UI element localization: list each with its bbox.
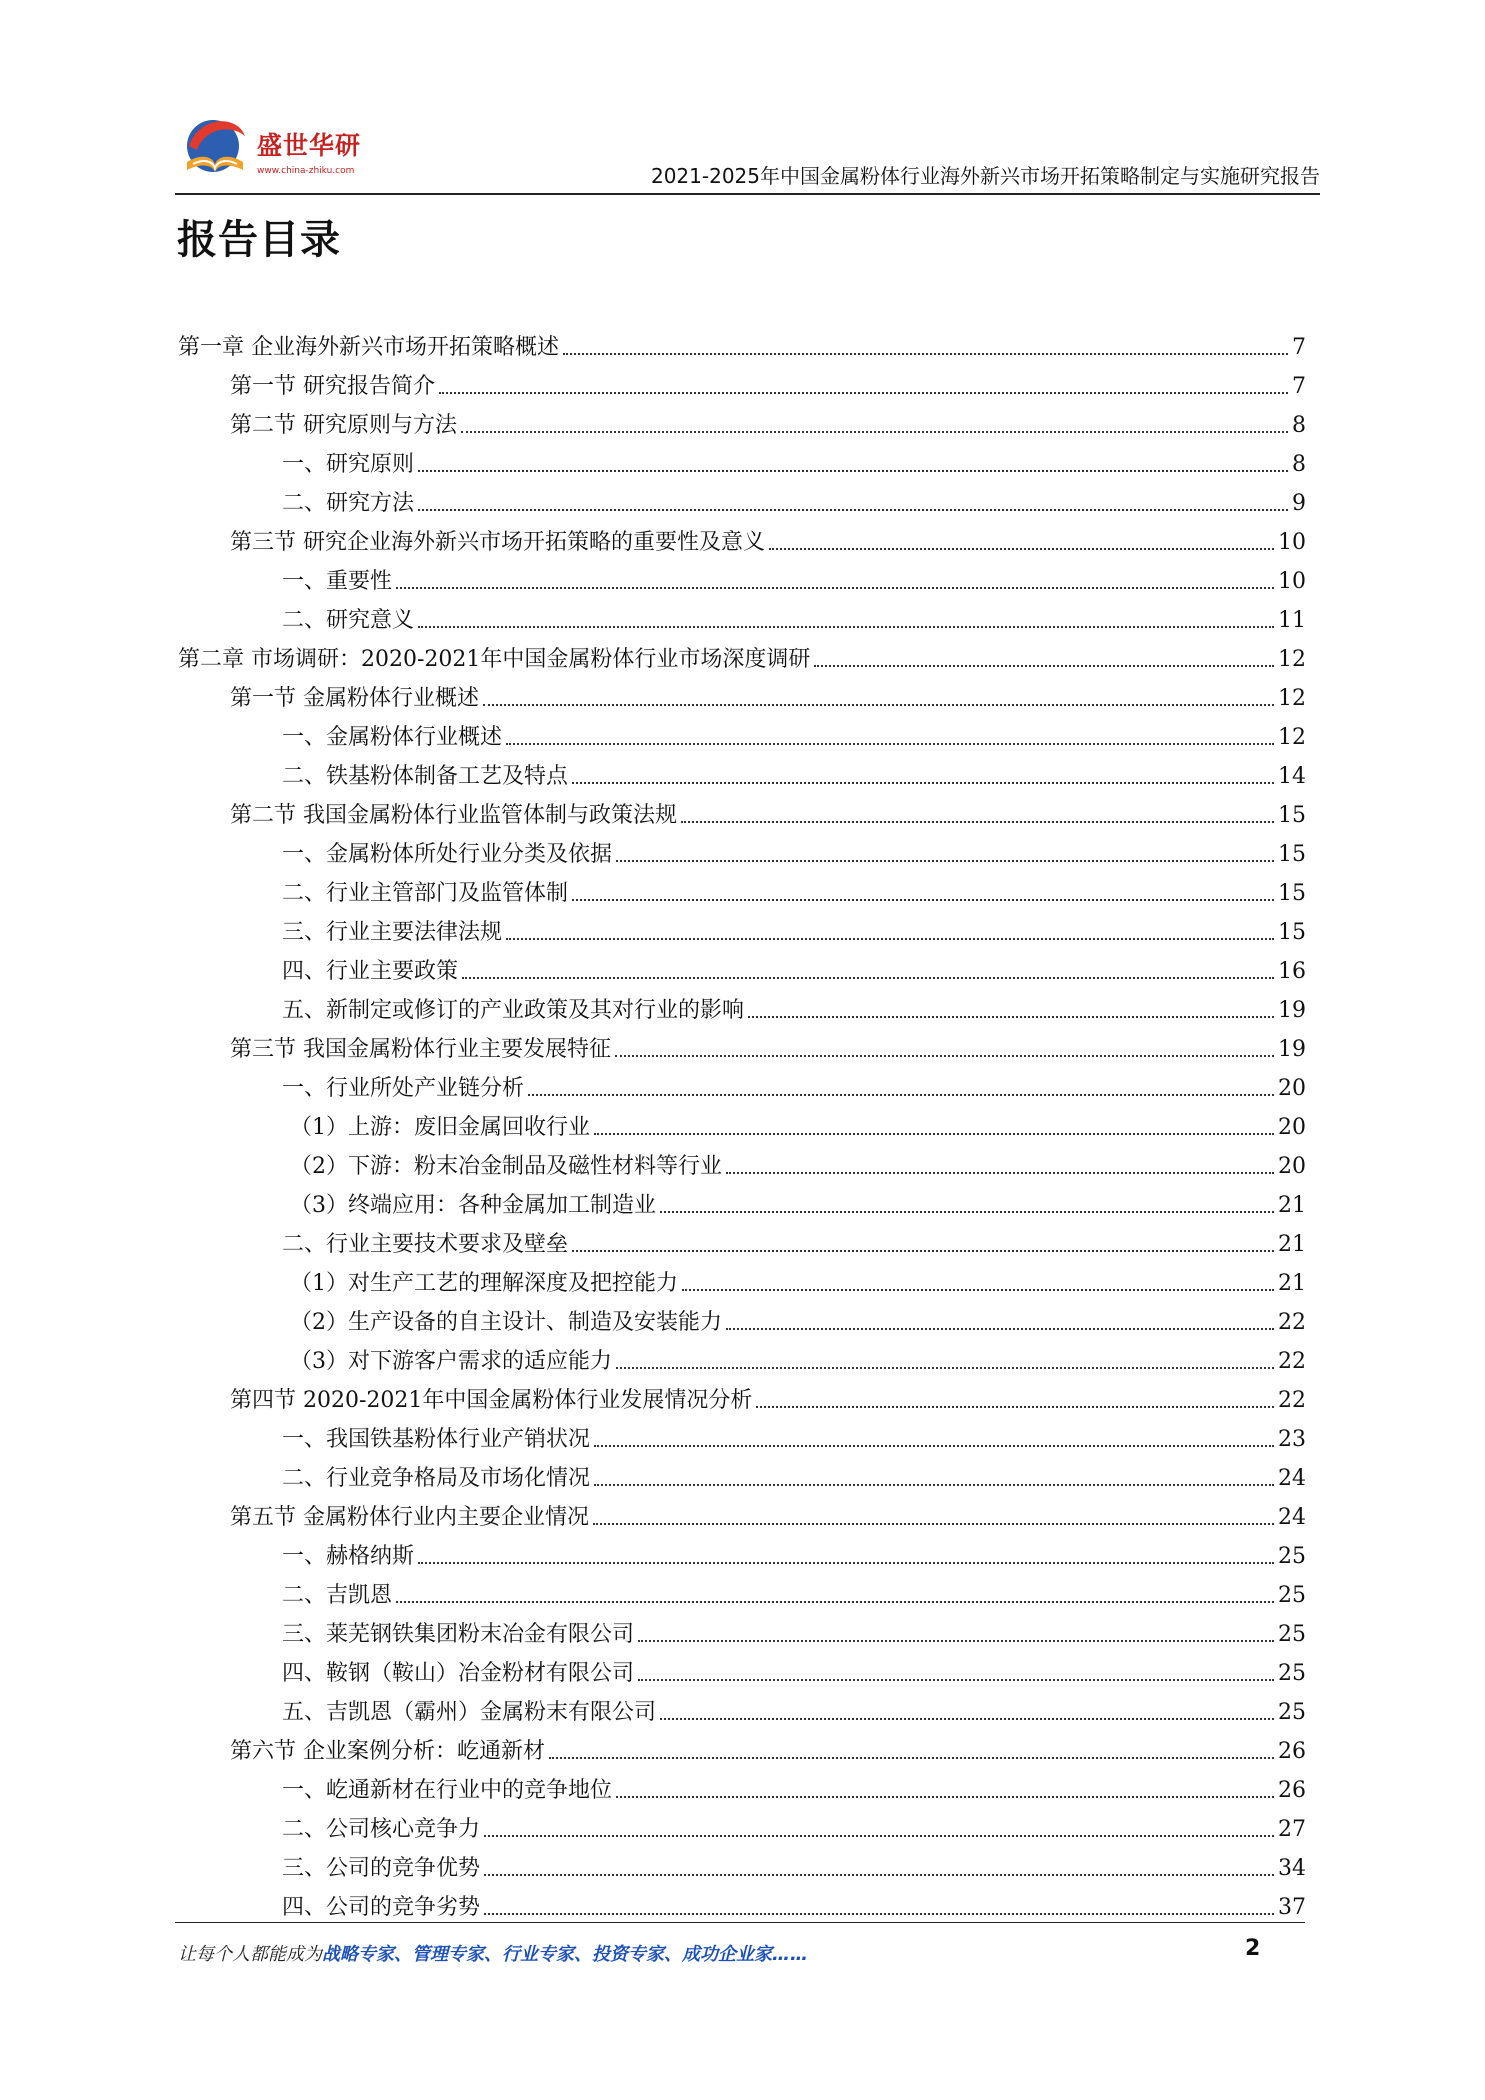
toc-entry-label: 一、金属粉体行业概述 [282,725,503,750]
toc-entry-page: 20 [1278,1076,1306,1101]
header-divider [175,193,1320,195]
toc-entry[interactable] [178,1805,1306,1844]
toc-leader-dots [726,1171,1274,1174]
toc-leader-dots [563,352,1288,355]
toc-entry-page: 19 [1278,998,1306,1023]
toc-leader-dots [484,1873,1274,1876]
toc-entry-label: 第四节 2020-2021年中国金属粉体行业发展情况分析 [230,1388,753,1413]
toc-entry-page: 23 [1278,1427,1306,1452]
toc-entry[interactable] [178,1688,1306,1727]
toc-entry[interactable] [178,1220,1306,1259]
toc-entry-label: 第六节 企业案例分析：屹通新材 [230,1739,545,1764]
toc-entry-page: 15 [1278,803,1306,828]
toc-entry-page: 21 [1278,1271,1306,1296]
toc-entry-label: （1）对生产工艺的理解深度及把控能力 [290,1271,678,1296]
page-number: 2 [1245,1936,1261,1961]
toc-entry[interactable] [178,557,1306,596]
page-title: 报告目录 [177,217,341,263]
toc-entry[interactable] [178,947,1306,986]
toc-leader-dots [418,625,1274,628]
toc-entry-label: 第二节 我国金属粉体行业监管体制与政策法规 [230,803,677,828]
toc-entry-label: 五、吉凯恩（霸州）金属粉末有限公司 [282,1700,657,1725]
logo-emblem-icon [175,106,255,186]
toc-entry-page: 21 [1278,1193,1306,1218]
toc-leader-dots [594,1483,1274,1486]
toc-entry-page: 7 [1292,374,1306,399]
toc-leader-dots [593,1522,1274,1525]
toc-entry[interactable] [178,1649,1306,1688]
toc-entry-label: 第三节 研究企业海外新兴市场开拓策略的重要性及意义 [230,530,765,555]
toc-entry[interactable] [178,518,1306,557]
toc-entry[interactable] [178,1259,1306,1298]
toc-leader-dots [638,1678,1274,1681]
toc-entry-page: 26 [1278,1778,1306,1803]
toc-entry[interactable] [178,1883,1306,1922]
toc-leader-dots [396,586,1274,589]
toc-entry[interactable] [178,1493,1306,1532]
toc-leader-dots [682,1288,1274,1291]
toc-entry-page: 25 [1278,1544,1306,1569]
toc-entry-label: 第三节 我国金属粉体行业主要发展特征 [230,1037,611,1062]
toc-entry[interactable] [178,1103,1306,1142]
toc-entry-label: 二、行业竞争格局及市场化情况 [282,1466,591,1491]
toc-entry-page: 10 [1278,569,1306,594]
toc-entry[interactable] [178,752,1306,791]
toc-leader-dots [418,1561,1274,1564]
toc-entry-page: 8 [1292,413,1306,438]
toc-entry[interactable] [178,674,1306,713]
logo-name: 盛世华研 [257,131,362,160]
toc-entry-label: （2）下游：粉末冶金制品及磁性材料等行业 [290,1154,722,1179]
toc-entry-page: 34 [1278,1856,1306,1881]
report-title: 2021-2025年中国金属粉体行业海外新兴市场开拓策略制定与实施研究报告 [650,164,1320,188]
toc-leader-dots [660,1210,1274,1213]
toc-entry[interactable] [178,713,1306,752]
toc-entry-label: 第一章 企业海外新兴市场开拓策略概述 [178,335,559,360]
toc-entry[interactable] [178,1376,1306,1415]
toc-entry[interactable] [178,1571,1306,1610]
toc-leader-dots [660,1717,1274,1720]
toc-entry[interactable] [178,1532,1306,1571]
toc-entry-page: 12 [1278,647,1306,672]
toc-leader-dots [594,1132,1274,1135]
toc-entry-label: 第五节 金属粉体行业内主要企业情况 [230,1505,589,1530]
toc-entry-label: 二、研究方法 [282,491,415,516]
toc-entry-label: （1）上游：废旧金属回收行业 [290,1115,590,1140]
toc-entry-page: 22 [1278,1349,1306,1374]
footer-slogan-highlight: 战略专家、管理专家、行业专家、投资专家、成功企业家…… [322,1944,808,1965]
toc-entry-page: 10 [1278,530,1306,555]
toc-entry[interactable] [178,596,1306,635]
toc-entry-label: 第二节 研究原则与方法 [230,413,457,438]
toc-leader-dots [616,859,1274,862]
toc-entry-page: 19 [1278,1037,1306,1062]
toc-entry[interactable] [178,323,1306,362]
toc-entry-page: 25 [1278,1661,1306,1686]
toc-entry-label: 四、行业主要政策 [282,959,459,984]
toc-leader-dots [616,1366,1274,1369]
page-header [175,100,1320,200]
toc-entry[interactable] [178,635,1306,674]
toc-leader-dots [572,781,1274,784]
toc-entry-page: 12 [1278,686,1306,711]
toc-entry-label: 三、行业主要法律法规 [282,920,503,945]
toc-entry-page: 25 [1278,1583,1306,1608]
toc-entry[interactable] [178,1415,1306,1454]
toc-entry-label: 一、我国铁基粉体行业产销状况 [282,1427,591,1452]
toc-entry-label: （2）生产设备的自主设计、制造及安装能力 [290,1310,722,1335]
toc-entry[interactable] [178,1766,1306,1805]
toc-entry-label: （3）终端应用：各种金属加工制造业 [290,1193,656,1218]
toc-entry-page: 8 [1292,452,1306,477]
toc-entry[interactable] [178,362,1306,401]
footer-slogan-prefix: 让每个人都能成为 [178,1944,322,1965]
toc-leader-dots [484,1834,1274,1837]
toc-entry[interactable] [178,1454,1306,1493]
toc-entry-page: 12 [1278,725,1306,750]
toc-entry[interactable] [178,1610,1306,1649]
toc-entry[interactable] [178,986,1306,1025]
toc-entry-label: 第一节 金属粉体行业概述 [230,686,479,711]
toc-entry[interactable] [178,1844,1306,1883]
toc-entry-label: 五、新制定或修订的产业政策及其对行业的影响 [282,998,745,1023]
toc-entry-label: 一、赫格纳斯 [282,1544,415,1569]
toc-entry[interactable] [178,479,1306,518]
toc-leader-dots [461,430,1288,433]
toc-entry-label: 一、研究原则 [282,452,415,477]
toc-leader-dots [572,1249,1274,1252]
toc-entry-page: 16 [1278,959,1306,984]
toc-entry-page: 27 [1278,1817,1306,1842]
toc-entry-label: （3）对下游客户需求的适应能力 [290,1349,612,1374]
toc-leader-dots [681,820,1274,823]
toc-entry-label: 一、金属粉体所处行业分类及依据 [282,842,613,867]
toc-entry-label: 三、公司的竞争优势 [282,1856,481,1881]
logo-url: www.china-zhiku.com [257,166,355,176]
toc-entry[interactable] [178,791,1306,830]
toc-leader-dots [396,1600,1274,1603]
toc-entry-label: 四、鞍钢（鞍山）冶金粉材有限公司 [282,1661,635,1686]
toc-entry-page: 15 [1278,920,1306,945]
toc-entry-label: 一、重要性 [282,569,393,594]
toc-entry[interactable] [178,1064,1306,1103]
toc-entry-label: 第一节 研究报告简介 [230,374,435,399]
toc-entry-page: 9 [1292,491,1306,516]
toc-leader-dots [418,469,1288,472]
toc-leader-dots [483,703,1274,706]
footer-divider [175,1922,1305,1923]
toc-entry-page: 37 [1278,1895,1306,1920]
toc-leader-dots [756,1405,1274,1408]
toc-entry-label: 一、屹通新材在行业中的竞争地位 [282,1778,613,1803]
toc-entry[interactable] [178,401,1306,440]
toc-leader-dots [769,547,1274,550]
company-logo [175,106,415,186]
toc-entry-label: 二、行业主要技术要求及壁垒 [282,1232,569,1257]
toc-entry-page: 24 [1278,1505,1306,1530]
toc-leader-dots [748,1015,1274,1018]
toc-entry-label: 一、行业所处产业链分析 [282,1076,525,1101]
toc-leader-dots [418,508,1288,511]
footer-slogan [178,1940,808,1966]
toc-entry[interactable] [178,869,1306,908]
toc-leader-dots [594,1444,1274,1447]
toc-entry-page: 7 [1292,335,1306,360]
toc-entry-page: 15 [1278,881,1306,906]
toc-entry-label: 第二章 市场调研：2020-2021年中国金属粉体行业市场深度调研 [178,647,811,672]
toc-entry-page: 14 [1278,764,1306,789]
toc-entry[interactable] [178,1181,1306,1220]
toc-leader-dots [506,937,1274,940]
toc-entry-page: 20 [1278,1154,1306,1179]
toc-entry[interactable] [178,1298,1306,1337]
toc-entry[interactable] [178,1025,1306,1064]
toc-leader-dots [814,664,1274,667]
toc-entry-page: 20 [1278,1115,1306,1140]
toc-entry-page: 21 [1278,1232,1306,1257]
toc-entry-label: 二、铁基粉体制备工艺及特点 [282,764,569,789]
toc-leader-dots [528,1093,1274,1096]
toc-entry[interactable] [178,1337,1306,1376]
toc-entry-page: 22 [1278,1310,1306,1335]
toc-leader-dots [616,1795,1274,1798]
toc-leader-dots [615,1054,1274,1057]
toc-leader-dots [638,1639,1274,1642]
toc-entry[interactable] [178,908,1306,947]
toc-entry-label: 三、莱芜钢铁集团粉末冶金有限公司 [282,1622,635,1647]
toc-leader-dots [462,976,1274,979]
table-of-contents [178,323,1306,1922]
toc-entry-page: 25 [1278,1700,1306,1725]
toc-entry[interactable] [178,830,1306,869]
toc-entry-page: 11 [1278,608,1306,633]
toc-leader-dots [726,1327,1274,1330]
toc-entry-page: 25 [1278,1622,1306,1647]
toc-entry-label: 二、吉凯恩 [282,1583,393,1608]
toc-entry-label: 四、公司的竞争劣势 [282,1895,481,1920]
toc-entry-label: 二、行业主管部门及监管体制 [282,881,569,906]
toc-entry-page: 15 [1278,842,1306,867]
toc-leader-dots [506,742,1274,745]
toc-leader-dots [439,391,1288,394]
toc-entry-page: 22 [1278,1388,1306,1413]
toc-entry-label: 二、研究意义 [282,608,415,633]
toc-entry-page: 24 [1278,1466,1306,1491]
toc-leader-dots [549,1756,1274,1759]
toc-entry-page: 26 [1278,1739,1306,1764]
toc-leader-dots [572,898,1274,901]
toc-entry[interactable] [178,1727,1306,1766]
toc-entry[interactable] [178,440,1306,479]
toc-leader-dots [484,1912,1274,1915]
toc-entry[interactable] [178,1142,1306,1181]
toc-entry-label: 二、公司核心竞争力 [282,1817,481,1842]
